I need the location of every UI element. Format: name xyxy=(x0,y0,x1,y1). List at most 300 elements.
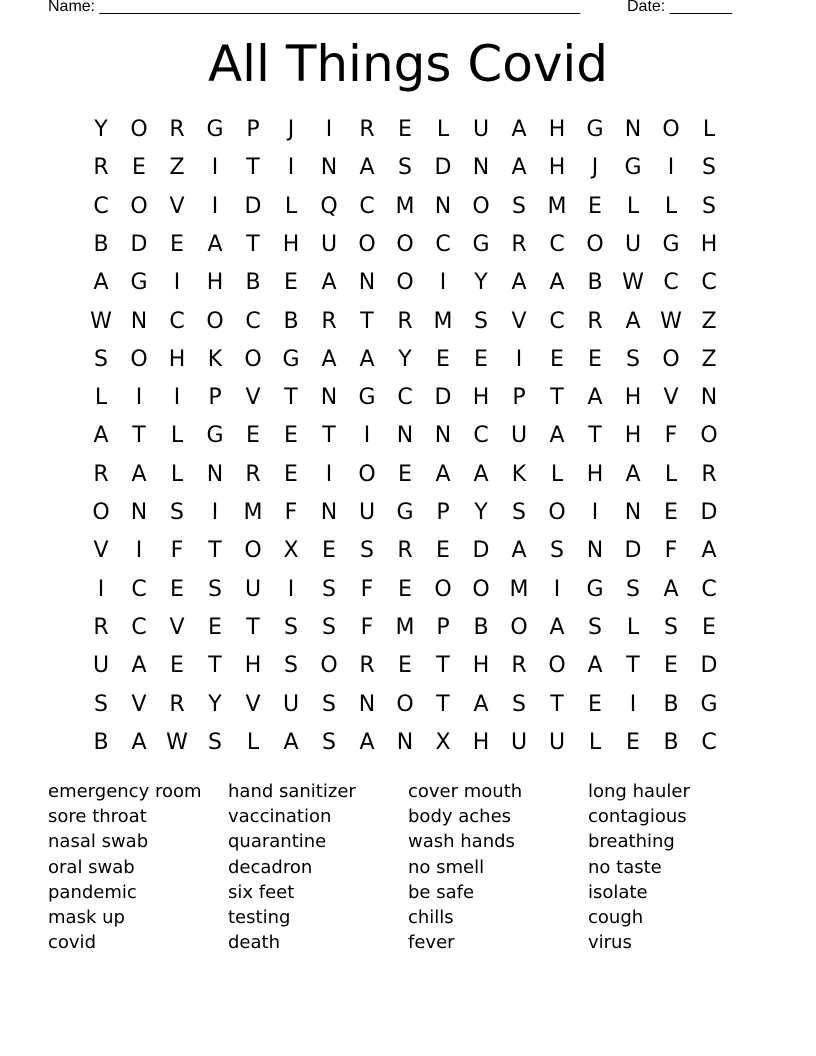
grid-letter[interactable]: T xyxy=(132,423,146,449)
grid-letter[interactable]: S xyxy=(94,346,108,372)
grid-letter[interactable]: E xyxy=(474,346,488,372)
grid-letter[interactable]: S xyxy=(170,500,184,525)
grid-letter[interactable]: N xyxy=(358,270,376,296)
grid-letter[interactable]: T xyxy=(436,653,450,679)
grid-letter[interactable]: A xyxy=(131,729,147,755)
grid-letter[interactable]: A xyxy=(625,461,641,487)
grid-letter[interactable]: N xyxy=(206,461,224,487)
grid-row xyxy=(82,686,728,724)
grid-letter[interactable]: O xyxy=(510,614,528,640)
grid-letter[interactable]: B xyxy=(93,729,109,755)
grid-letter[interactable]: H xyxy=(168,346,186,372)
grid-letter[interactable]: I xyxy=(667,155,675,181)
grid-letter[interactable]: K xyxy=(511,461,527,487)
grid-letter[interactable]: L xyxy=(664,461,678,487)
grid-letter[interactable]: G xyxy=(206,423,224,449)
grid-letter[interactable]: T xyxy=(246,614,260,640)
grid-letter[interactable]: G xyxy=(472,231,490,257)
grid-letter[interactable]: A xyxy=(549,270,565,296)
grid-letter[interactable]: O xyxy=(396,231,414,257)
grid-letter[interactable]: O xyxy=(662,346,680,372)
grid-letter[interactable]: T xyxy=(208,538,222,564)
grid-letter[interactable]: I xyxy=(135,385,143,411)
grid-letter[interactable]: Y xyxy=(208,691,222,717)
grid-letter[interactable]: V xyxy=(131,691,147,717)
grid-letter[interactable]: T xyxy=(436,691,450,717)
grid-letter[interactable]: E xyxy=(702,614,716,640)
grid-letter[interactable]: L xyxy=(702,117,716,142)
grid-letter[interactable]: D xyxy=(700,500,718,525)
grid-letter[interactable]: B xyxy=(473,614,489,640)
grid-letter[interactable]: N xyxy=(396,729,414,755)
grid-letter[interactable]: A xyxy=(207,231,223,257)
grid-letter[interactable]: O xyxy=(130,193,148,219)
grid-letter[interactable]: A xyxy=(93,423,109,449)
grid-letter[interactable]: U xyxy=(548,729,566,755)
grid-letter[interactable]: C xyxy=(245,308,261,334)
grid-letter[interactable]: M xyxy=(547,193,567,219)
grid-letter[interactable]: Y xyxy=(474,500,488,525)
grid-letter[interactable]: E xyxy=(170,576,184,602)
grid-letter[interactable]: R xyxy=(397,538,413,564)
grid-letter[interactable]: E xyxy=(322,538,336,564)
grid-letter[interactable]: V xyxy=(245,691,261,717)
grid-letter[interactable]: T xyxy=(284,385,298,411)
grid-letter[interactable]: E xyxy=(284,461,298,487)
grid-letter[interactable]: W xyxy=(90,308,112,334)
grid-letter[interactable]: O xyxy=(700,423,718,449)
grid-letter[interactable]: P xyxy=(208,385,222,411)
grid-letter[interactable]: D xyxy=(130,231,148,257)
grid-letter[interactable]: A xyxy=(359,729,375,755)
grid-letter[interactable]: F xyxy=(360,576,374,602)
grid-letter[interactable]: I xyxy=(363,423,371,449)
grid-letter[interactable]: R xyxy=(169,691,185,717)
grid-letter[interactable]: I xyxy=(553,576,561,602)
grid-letter[interactable]: O xyxy=(396,270,414,296)
grid-letter[interactable]: N xyxy=(358,691,376,717)
grid-letter[interactable]: N xyxy=(434,423,452,449)
grid-letter[interactable]: I xyxy=(173,385,181,411)
grid-letter[interactable]: O xyxy=(358,231,376,257)
grid-letter[interactable]: S xyxy=(626,576,640,602)
grid-letter[interactable]: I xyxy=(211,500,219,525)
grid-letter[interactable]: E xyxy=(398,653,412,679)
grid-letter[interactable]: L xyxy=(284,193,298,219)
grid-letter[interactable]: E xyxy=(170,231,184,257)
grid-letter[interactable]: A xyxy=(93,270,109,296)
grid-letter[interactable]: B xyxy=(245,270,261,296)
grid-letter[interactable]: E xyxy=(588,691,602,717)
grid-letter[interactable]: R xyxy=(587,308,603,334)
grid-letter[interactable]: E xyxy=(132,155,146,181)
grid-letter[interactable]: D xyxy=(434,155,452,181)
grid-letter[interactable]: O xyxy=(548,653,566,679)
grid-letter[interactable]: E xyxy=(208,614,222,640)
grid-letter[interactable]: I xyxy=(211,193,219,219)
grid-letter[interactable]: E xyxy=(246,423,260,449)
grid-letter[interactable]: P xyxy=(436,500,450,525)
grid-letter[interactable]: E xyxy=(664,653,678,679)
word-list-item: oral swab xyxy=(48,856,135,878)
grid-letter[interactable]: U xyxy=(472,117,490,142)
grid-letter[interactable]: I xyxy=(287,576,295,602)
grid-letter[interactable]: T xyxy=(208,653,222,679)
grid-letter[interactable]: U xyxy=(510,729,528,755)
grid-letter[interactable]: F xyxy=(170,538,184,564)
grid-letter[interactable]: V xyxy=(511,308,527,334)
grid-letter[interactable]: A xyxy=(701,538,717,564)
grid-letter[interactable]: C xyxy=(93,193,109,219)
grid-letter[interactable]: A xyxy=(511,117,527,142)
grid-letter[interactable]: C xyxy=(397,385,413,411)
grid-letter[interactable]: B xyxy=(93,231,109,257)
grid-letter[interactable]: X xyxy=(283,538,299,564)
grid-letter[interactable]: O xyxy=(244,538,262,564)
grid-letter[interactable]: L xyxy=(626,614,640,640)
grid-letter[interactable]: N xyxy=(130,308,148,334)
grid-letter[interactable]: G xyxy=(624,155,642,181)
grid-letter[interactable]: S xyxy=(512,193,526,219)
grid-letter[interactable]: N xyxy=(320,155,338,181)
grid-letter[interactable]: C xyxy=(473,423,489,449)
grid-letter[interactable]: R xyxy=(359,653,375,679)
grid-letter[interactable]: D xyxy=(700,653,718,679)
grid-letter[interactable]: I xyxy=(97,576,105,602)
grid-letter[interactable]: L xyxy=(588,729,602,755)
grid-letter[interactable]: N xyxy=(434,193,452,219)
grid-letter[interactable]: E xyxy=(398,576,412,602)
grid-letter[interactable]: N xyxy=(472,155,490,181)
grid-letter[interactable]: T xyxy=(550,691,564,717)
grid-letter[interactable]: V xyxy=(663,385,679,411)
grid-letter[interactable]: E xyxy=(436,538,450,564)
grid-letter[interactable]: A xyxy=(549,614,565,640)
grid-letter[interactable]: G xyxy=(586,576,604,602)
grid-letter[interactable]: I xyxy=(211,155,219,181)
grid-letter[interactable]: Y xyxy=(94,117,108,142)
grid-letter[interactable]: I xyxy=(173,270,181,296)
grid-letter[interactable]: I xyxy=(629,691,637,717)
grid-letter[interactable]: C xyxy=(549,231,565,257)
grid-letter[interactable]: E xyxy=(626,729,640,755)
grid-letter[interactable]: S xyxy=(322,614,336,640)
grid-letter[interactable]: H xyxy=(700,231,718,257)
grid-row xyxy=(82,341,728,379)
grid-letter[interactable]: O xyxy=(92,500,110,525)
grid-letter[interactable]: B xyxy=(587,270,603,296)
grid-letter[interactable]: S xyxy=(398,155,412,181)
grid-letter[interactable]: T xyxy=(550,385,564,411)
grid-letter[interactable]: S xyxy=(284,614,298,640)
grid-row xyxy=(82,188,728,226)
grid-letter[interactable]: S xyxy=(322,691,336,717)
grid-letter[interactable]: R xyxy=(93,614,109,640)
grid-letter[interactable]: V xyxy=(169,614,185,640)
grid-letter[interactable]: L xyxy=(436,117,450,142)
grid-letter[interactable]: D xyxy=(244,193,262,219)
grid-letter[interactable]: F xyxy=(664,423,678,449)
grid-letter[interactable]: H xyxy=(472,385,490,411)
grid-letter[interactable]: Z xyxy=(701,346,717,372)
grid-letter[interactable]: H xyxy=(548,155,566,181)
grid-letter[interactable]: T xyxy=(246,231,260,257)
grid-letter[interactable]: G xyxy=(662,231,680,257)
grid-letter[interactable]: S xyxy=(94,691,108,717)
grid-letter[interactable]: E xyxy=(588,193,602,219)
grid-letter[interactable]: A xyxy=(549,423,565,449)
grid-letter[interactable]: A xyxy=(473,461,489,487)
grid-letter[interactable]: C xyxy=(131,614,147,640)
grid-letter[interactable]: R xyxy=(511,653,527,679)
grid-letter[interactable]: S xyxy=(626,346,640,372)
grid-letter[interactable]: E xyxy=(550,346,564,372)
grid-letter[interactable]: U xyxy=(624,231,642,257)
grid-letter[interactable]: Q xyxy=(320,193,338,219)
grid-letter[interactable]: P xyxy=(436,614,450,640)
grid-letter[interactable]: T xyxy=(588,423,602,449)
grid-letter[interactable]: D xyxy=(434,385,452,411)
grid-letter[interactable]: N xyxy=(396,423,414,449)
grid-letter[interactable]: H xyxy=(624,385,642,411)
grid-letter[interactable]: R xyxy=(245,461,261,487)
grid-letter[interactable]: O xyxy=(244,346,262,372)
grid-letter[interactable]: B xyxy=(283,308,299,334)
grid-letter[interactable]: R xyxy=(93,461,109,487)
grid-letter[interactable]: G xyxy=(396,500,414,525)
grid-letter[interactable]: A xyxy=(473,691,489,717)
grid-letter[interactable]: S xyxy=(702,155,716,181)
grid-letter[interactable]: L xyxy=(626,193,640,219)
grid-letter[interactable]: D xyxy=(472,538,490,564)
grid-letter[interactable]: N xyxy=(624,117,642,142)
grid-letter[interactable]: G xyxy=(282,346,300,372)
grid-letter[interactable]: G xyxy=(700,691,718,717)
grid-letter[interactable]: S xyxy=(322,729,336,755)
grid-letter[interactable]: P xyxy=(246,117,260,142)
grid-letter[interactable]: A xyxy=(511,155,527,181)
grid-letter[interactable]: C xyxy=(663,270,679,296)
grid-letter[interactable]: H xyxy=(624,423,642,449)
grid-letter[interactable]: H xyxy=(548,117,566,142)
grid-letter[interactable]: H xyxy=(244,653,262,679)
grid-letter[interactable]: R xyxy=(93,155,109,181)
grid-letter[interactable]: G xyxy=(586,117,604,142)
grid-letter[interactable]: S xyxy=(550,538,564,564)
grid-letter[interactable]: O xyxy=(206,308,224,334)
grid-letter[interactable]: P xyxy=(512,385,526,411)
grid-letter[interactable]: U xyxy=(358,500,376,525)
grid-letter[interactable]: F xyxy=(284,500,298,525)
grid-letter[interactable]: A xyxy=(511,538,527,564)
grid-letter[interactable]: B xyxy=(663,729,679,755)
grid-letter[interactable]: E xyxy=(284,270,298,296)
grid-letter[interactable]: M xyxy=(395,193,415,219)
grid-letter[interactable]: A xyxy=(587,385,603,411)
grid-letter[interactable]: N xyxy=(700,385,718,411)
grid-letter[interactable]: V xyxy=(169,193,185,219)
grid-letter[interactable]: E xyxy=(398,117,412,142)
grid-letter[interactable]: A xyxy=(587,653,603,679)
grid-letter[interactable]: I xyxy=(591,500,599,525)
grid-letter[interactable]: R xyxy=(169,117,185,142)
grid-letter[interactable]: N xyxy=(624,500,642,525)
grid-letter[interactable]: A xyxy=(663,576,679,602)
grid-letter[interactable]: U xyxy=(510,423,528,449)
grid-letter[interactable]: F xyxy=(360,614,374,640)
grid-letter[interactable]: S xyxy=(512,500,526,525)
grid-letter[interactable]: A xyxy=(511,270,527,296)
grid-letter[interactable]: G xyxy=(206,117,224,142)
grid-letter[interactable]: C xyxy=(701,729,717,755)
grid-letter[interactable]: C xyxy=(701,270,717,296)
grid-letter[interactable]: S xyxy=(208,576,222,602)
grid-letter[interactable]: L xyxy=(170,461,184,487)
grid-letter[interactable]: U xyxy=(92,653,110,679)
grid-letter[interactable]: S xyxy=(208,729,222,755)
grid-letter[interactable]: E xyxy=(398,461,412,487)
grid-letter[interactable]: F xyxy=(664,538,678,564)
grid-letter[interactable]: A xyxy=(131,461,147,487)
grid-letter[interactable]: U xyxy=(282,691,300,717)
grid-letter[interactable]: D xyxy=(624,538,642,564)
grid-letter[interactable]: R xyxy=(359,117,375,142)
grid-letter[interactable]: S xyxy=(284,653,298,679)
grid-letter[interactable]: A xyxy=(321,346,337,372)
grid-letter[interactable]: C xyxy=(359,193,375,219)
grid-letter[interactable]: C xyxy=(169,308,185,334)
grid-letter[interactable]: C xyxy=(435,231,451,257)
grid-letter[interactable]: M xyxy=(509,576,529,602)
grid-letter[interactable]: C xyxy=(549,308,565,334)
grid-letter[interactable]: E xyxy=(436,346,450,372)
grid-letter[interactable]: S xyxy=(474,308,488,334)
grid-letter[interactable]: C xyxy=(701,576,717,602)
grid-letter[interactable]: A xyxy=(283,729,299,755)
grid-letter[interactable]: N xyxy=(586,538,604,564)
grid-letter[interactable]: O xyxy=(472,193,490,219)
grid-letter[interactable]: W xyxy=(622,270,644,296)
grid-letter[interactable]: N xyxy=(320,385,338,411)
grid-letter[interactable]: U xyxy=(320,231,338,257)
grid-letter[interactable]: T xyxy=(626,653,640,679)
grid-letter[interactable]: B xyxy=(663,691,679,717)
grid-letter[interactable]: U xyxy=(244,576,262,602)
grid-letter[interactable]: X xyxy=(435,729,451,755)
grid-letter[interactable]: S xyxy=(360,538,374,564)
grid-letter[interactable]: M xyxy=(395,614,415,640)
grid-letter[interactable]: S xyxy=(664,614,678,640)
grid-letter[interactable]: R xyxy=(701,461,717,487)
grid-letter[interactable]: S xyxy=(588,614,602,640)
word-column xyxy=(408,781,584,957)
name-field[interactable]: Name: ______________________________________________________ xyxy=(48,0,581,15)
grid-letter[interactable]: N xyxy=(130,500,148,525)
grid-letter[interactable]: O xyxy=(130,346,148,372)
date-field[interactable]: Date: _______ xyxy=(627,0,732,15)
grid-letter[interactable]: L xyxy=(664,193,678,219)
grid-letter[interactable]: W xyxy=(660,308,682,334)
grid-letter[interactable]: E xyxy=(170,653,184,679)
grid-letter[interactable]: A xyxy=(625,308,641,334)
grid-letter[interactable]: K xyxy=(207,346,223,372)
grid-letter[interactable]: L xyxy=(170,423,184,449)
grid-letter[interactable]: L xyxy=(246,729,260,755)
grid-letter[interactable]: A xyxy=(359,346,375,372)
grid-letter[interactable]: W xyxy=(166,729,188,755)
grid-letter[interactable]: I xyxy=(135,538,143,564)
grid-letter[interactable]: A xyxy=(359,155,375,181)
grid-letter[interactable]: J xyxy=(287,117,295,142)
grid-letter[interactable]: R xyxy=(397,308,413,334)
grid-letter[interactable]: R xyxy=(321,308,337,334)
word-list-item: isolate xyxy=(588,881,648,903)
grid-letter[interactable]: Z xyxy=(169,155,185,181)
grid-letter[interactable]: I xyxy=(287,155,295,181)
grid-letter[interactable]: G xyxy=(358,385,376,411)
grid-letter[interactable]: I xyxy=(439,270,447,296)
grid-letter[interactable]: G xyxy=(130,270,148,296)
grid-letter[interactable]: I xyxy=(325,461,333,487)
page-title: All Things Covid xyxy=(207,35,609,93)
grid-letter[interactable]: S xyxy=(322,576,336,602)
grid-letter[interactable]: I xyxy=(515,346,523,372)
grid-letter[interactable]: C xyxy=(131,576,147,602)
grid-letter[interactable]: E xyxy=(664,500,678,525)
grid-letter[interactable]: E xyxy=(588,346,602,372)
grid-letter[interactable]: E xyxy=(284,423,298,449)
grid-letter[interactable]: S xyxy=(702,193,716,219)
word-column xyxy=(228,781,404,957)
grid-letter[interactable]: O xyxy=(396,691,414,717)
grid-letter[interactable]: O xyxy=(434,576,452,602)
grid-letter[interactable]: A xyxy=(131,653,147,679)
grid-letter[interactable]: Z xyxy=(701,308,717,334)
grid-letter[interactable]: L xyxy=(94,385,108,411)
grid-letter[interactable]: O xyxy=(358,461,376,487)
grid-letter[interactable]: T xyxy=(246,155,260,181)
grid-letter[interactable]: J xyxy=(591,155,599,181)
grid-letter[interactable]: H xyxy=(586,461,604,487)
grid-letter[interactable]: N xyxy=(320,500,338,525)
grid-letter[interactable]: R xyxy=(511,231,527,257)
grid-letter[interactable]: L xyxy=(550,461,564,487)
grid-letter[interactable]: S xyxy=(512,691,526,717)
grid-letter[interactable]: T xyxy=(322,423,336,449)
grid-letter[interactable]: O xyxy=(548,500,566,525)
word-list-item: chills xyxy=(408,906,454,928)
grid-letter[interactable]: H xyxy=(282,231,300,257)
grid-letter[interactable]: I xyxy=(325,117,333,142)
grid-letter[interactable]: H xyxy=(472,653,490,679)
grid-letter[interactable]: T xyxy=(360,308,374,334)
grid-letter[interactable]: M xyxy=(243,500,263,525)
grid-letter[interactable]: A xyxy=(435,461,451,487)
grid-letter[interactable]: O xyxy=(662,117,680,142)
grid-letter[interactable]: O xyxy=(586,231,604,257)
grid-letter[interactable]: Y xyxy=(474,270,488,296)
grid-letter[interactable]: O xyxy=(472,576,490,602)
grid-letter[interactable]: Y xyxy=(398,346,412,372)
grid-letter[interactable]: M xyxy=(433,308,453,334)
grid-letter[interactable]: V xyxy=(93,538,109,564)
grid-letter[interactable]: H xyxy=(206,270,224,296)
grid-letter[interactable]: O xyxy=(130,117,148,142)
grid-letter[interactable]: H xyxy=(472,729,490,755)
grid-letter[interactable]: V xyxy=(245,385,261,411)
grid-letter[interactable]: A xyxy=(321,270,337,296)
grid-letter[interactable]: O xyxy=(320,653,338,679)
